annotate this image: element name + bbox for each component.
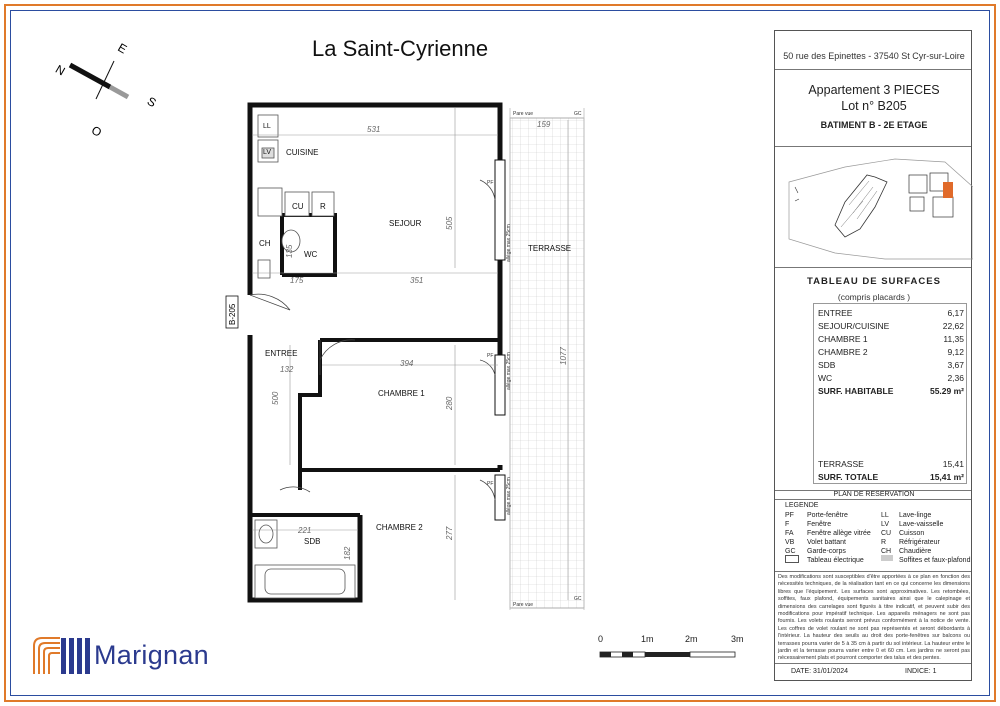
info-panel — [774, 30, 972, 681]
svg-text:PF: PF — [487, 481, 494, 487]
svg-text:allège max 25cm: allège max 25cm — [506, 477, 512, 515]
compass-n: N — [53, 61, 68, 79]
room-sdb: SDB — [304, 537, 321, 546]
compass-o: O — [89, 122, 105, 140]
svg-text:182: 182 — [343, 546, 352, 560]
brand-name: Marignan — [94, 640, 209, 670]
svg-text:LL: LL — [263, 123, 271, 130]
room-ch: CH — [259, 239, 271, 248]
marignan-logo-icon — [32, 636, 92, 676]
svg-text:1077: 1077 — [559, 347, 568, 365]
electric-panel-icon — [785, 555, 799, 563]
scale-3m: 3m — [731, 634, 744, 644]
surfaces-title: TABLEAU DE SURFACES — [807, 276, 941, 287]
svg-text:Pare vue: Pare vue — [513, 111, 534, 117]
surface-terrasse: TERRASSE 15,41 — [818, 459, 964, 469]
svg-text:159: 159 — [537, 120, 551, 129]
room-chambre1: CHAMBRE 1 — [378, 389, 425, 398]
svg-text:CU: CU — [292, 202, 304, 211]
svg-text:Pare vue: Pare vue — [513, 602, 534, 608]
room-chambre2: CHAMBRE 2 — [376, 523, 423, 532]
svg-text:531: 531 — [367, 125, 381, 134]
legal-notes: Des modifications sont susceptibles d'être apportées à ce plan en fonction des nécessités techniques, de la réalisation tant en ce qui concerne les dimensions libres que l'équipement. Les surfaces sont approximatives. Les retombées, soffites, faux plafond, équipements sanitaires ainsi que le calepinage et dimensions des carrelages sont figurés à titre indicatif, et peuvent subir des modifications pour impératif technique. Les appareils ménagers ne sont pas fournis. Les volets roulants seront prévus conformément à la notice de vente. Les coffres de volet roulant ne sont pas représentés et seront débordants à l'intérieur. La hauteur des seuils au droit des porte-fenêtres sur balcons ou terrasses pourra varier de 5 à 35 cm à partir du sol intérieur. La hauteur entre le jardin et la terrasse pourra varier entre 0 et 60 cm. Les jardins ne seront pas nécessairement plats et pourront comporter des talus et des pentes. — [778, 574, 970, 662]
svg-text:135: 135 — [285, 244, 294, 258]
compass-needle-icon — [70, 61, 128, 99]
svg-text:500: 500 — [271, 391, 280, 405]
surface-total: SURF. TOTALE 15,41 m² — [818, 472, 964, 482]
scale-1m: 1m — [641, 634, 654, 644]
room-entree: ENTREE — [265, 349, 298, 358]
indice: INDICE: 1 — [905, 668, 937, 675]
floor-plan — [220, 95, 820, 615]
site-plan — [775, 147, 973, 267]
apartment-type: Appartement 3 PIECES Lot n° B205 — [808, 83, 940, 113]
soffite-icon — [881, 555, 893, 561]
address: 50 rue des Epinettes - 37540 St Cyr-sur-Loire — [783, 51, 965, 61]
svg-text:175: 175 — [290, 276, 304, 285]
surface-row: WC 2,36 — [818, 373, 964, 383]
room-terrasse: TERRASSE — [528, 244, 572, 253]
svg-text:394: 394 — [400, 359, 414, 368]
svg-text:B-205: B-205 — [228, 303, 237, 325]
svg-text:221: 221 — [298, 526, 312, 535]
building-floor: BATIMENT B - 2E ETAGE — [820, 120, 928, 130]
svg-text:allège max 25cm: allège max 25cm — [506, 224, 512, 262]
legend: LEGENDE PF Porte-fenêtre F Fenêtre FA Fenêtre allège vitrée VB Volet battant GC Garde-corps Tableau électrique LL Lave-linge LV Lave-vaisselle CU Cuisson R Réfrigérateur CH Chaudière Soffites et faux-plafond — [785, 502, 971, 564]
room-wc: WC — [304, 250, 318, 259]
compass-e: E — [115, 40, 130, 57]
svg-text:GC: GC — [574, 596, 582, 602]
svg-text:132: 132 — [280, 365, 294, 374]
scale-2m: 2m — [685, 634, 698, 644]
entrance-door-label — [226, 296, 238, 328]
room-cuisine: CUISINE — [286, 148, 319, 157]
surface-row: ENTREE 6,17 — [818, 308, 964, 318]
compass — [40, 25, 240, 185]
svg-text:351: 351 — [410, 276, 424, 285]
compass-s: S — [144, 93, 159, 111]
project-title: La Saint-Cyrienne — [312, 36, 489, 61]
svg-text:allège max 25cm: allège max 25cm — [506, 352, 512, 390]
svg-text:280: 280 — [445, 396, 454, 410]
surface-row: SDB 3,67 — [818, 360, 964, 370]
surfaces-table — [813, 303, 967, 484]
svg-text:277: 277 — [445, 526, 454, 540]
surface-habitable: SURF. HABITABLE 55.29 m² — [818, 386, 964, 396]
svg-text:GC: GC — [574, 111, 582, 117]
plan-reservation: PLAN DE RESERVATION — [833, 491, 915, 498]
svg-text:PF: PF — [487, 353, 494, 359]
lot-highlight — [943, 182, 953, 198]
scale-0: 0 — [598, 634, 604, 644]
room-sejour: SEJOUR — [389, 219, 422, 228]
terrace-area — [510, 118, 584, 608]
svg-text:505: 505 — [445, 216, 454, 230]
surface-row: CHAMBRE 2 9,12 — [818, 347, 964, 357]
date: DATE: 31/01/2024 — [791, 668, 849, 675]
svg-text:PF: PF — [487, 180, 494, 186]
svg-text:LV: LV — [263, 149, 272, 156]
surface-row: SEJOUR/CUISINE 22,62 — [818, 321, 964, 331]
svg-text:R: R — [320, 202, 326, 211]
surfaces-subtitle: (compris placards ) — [837, 292, 911, 302]
surface-row: CHAMBRE 1 11,35 — [818, 334, 964, 344]
